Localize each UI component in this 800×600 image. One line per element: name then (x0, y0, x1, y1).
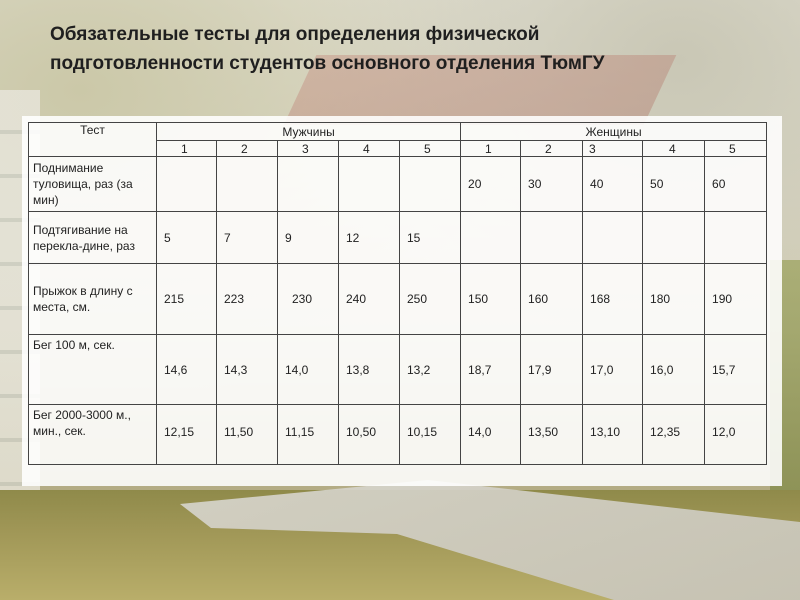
women-value: 190 (705, 264, 767, 335)
men-value (400, 157, 461, 212)
women-value: 18,7 (461, 335, 521, 405)
grade-header: 2 (521, 141, 583, 157)
men-value (157, 157, 217, 212)
men-value: 12,15 (157, 405, 217, 465)
women-value: 180 (643, 264, 705, 335)
women-value: 40 (583, 157, 643, 212)
women-value (461, 212, 521, 264)
grade-header: 5 (400, 141, 461, 157)
women-value: 15,7 (705, 335, 767, 405)
women-value: 160 (521, 264, 583, 335)
slide-title-line-2: подготовленности студентов основного отделения ТюмГУ (50, 53, 605, 74)
women-value: 17,9 (521, 335, 583, 405)
men-value: 10,50 (339, 405, 400, 465)
men-value (217, 157, 278, 212)
women-value: 12,0 (705, 405, 767, 465)
men-value (278, 157, 339, 212)
men-value: 250 (400, 264, 461, 335)
men-value: 15 (400, 212, 461, 264)
grade-header: 4 (339, 141, 400, 157)
men-value: 13,2 (400, 335, 461, 405)
header-row-groups (29, 123, 767, 141)
women-value (521, 212, 583, 264)
women-value: 13,10 (583, 405, 643, 465)
women-value: 150 (461, 264, 521, 335)
grade-header: 1 (461, 141, 521, 157)
women-value (643, 212, 705, 264)
women-value: 30 (521, 157, 583, 212)
women-value: 12,35 (643, 405, 705, 465)
table-row-long-jump (29, 264, 767, 335)
women-value: 17,0 (583, 335, 643, 405)
women-value: 13,50 (521, 405, 583, 465)
men-value: 11,15 (278, 405, 339, 465)
men-value (339, 157, 400, 212)
women-value: 14,0 (461, 405, 521, 465)
grade-header: 3 (583, 141, 643, 157)
row-label: Прыжок в длину с места, см. (29, 264, 157, 335)
women-value: 20 (461, 157, 521, 212)
grade-header: 5 (705, 141, 767, 157)
women-value: 168 (583, 264, 643, 335)
table-row-100m (29, 335, 767, 405)
men-value: 215 (157, 264, 217, 335)
men-value: 223 (217, 264, 278, 335)
men-value: 14,3 (217, 335, 278, 405)
women-value (705, 212, 767, 264)
table-row-situps (29, 157, 767, 212)
women-value (583, 212, 643, 264)
men-value: 7 (217, 212, 278, 264)
standards-table (28, 122, 767, 465)
header-men: Мужчины (157, 123, 461, 141)
women-value: 16,0 (643, 335, 705, 405)
women-value: 60 (705, 157, 767, 212)
header-women: Женщины (461, 123, 767, 141)
grade-header: 1 (157, 141, 217, 157)
men-value: 11,50 (217, 405, 278, 465)
men-value: 5 (157, 212, 217, 264)
table-row-pullups (29, 212, 767, 264)
men-value: 12 (339, 212, 400, 264)
row-label: Бег 2000-3000 м., мин., сек. (29, 405, 157, 465)
table-row-2000-3000m (29, 405, 767, 465)
slide-title-line-1: Обязательные тесты для определения физической (50, 24, 540, 45)
men-value: 14,0 (278, 335, 339, 405)
header-test: Тест (29, 123, 157, 157)
grade-header: 2 (217, 141, 278, 157)
grade-header: 3 (278, 141, 339, 157)
row-label: Подтягивание на перекла-дине, раз (29, 212, 157, 264)
men-value: 13,8 (339, 335, 400, 405)
women-value: 50 (643, 157, 705, 212)
grade-header: 4 (643, 141, 705, 157)
row-label: Поднимание туловища, раз (за мин) (29, 157, 157, 212)
slide-title (50, 20, 750, 78)
men-value: 10,15 (400, 405, 461, 465)
row-label: Бег 100 м, сек. (29, 335, 157, 405)
men-value: 240 (339, 264, 400, 335)
men-value: 9 (278, 212, 339, 264)
men-value: 14,6 (157, 335, 217, 405)
men-value: 230 (278, 264, 339, 335)
